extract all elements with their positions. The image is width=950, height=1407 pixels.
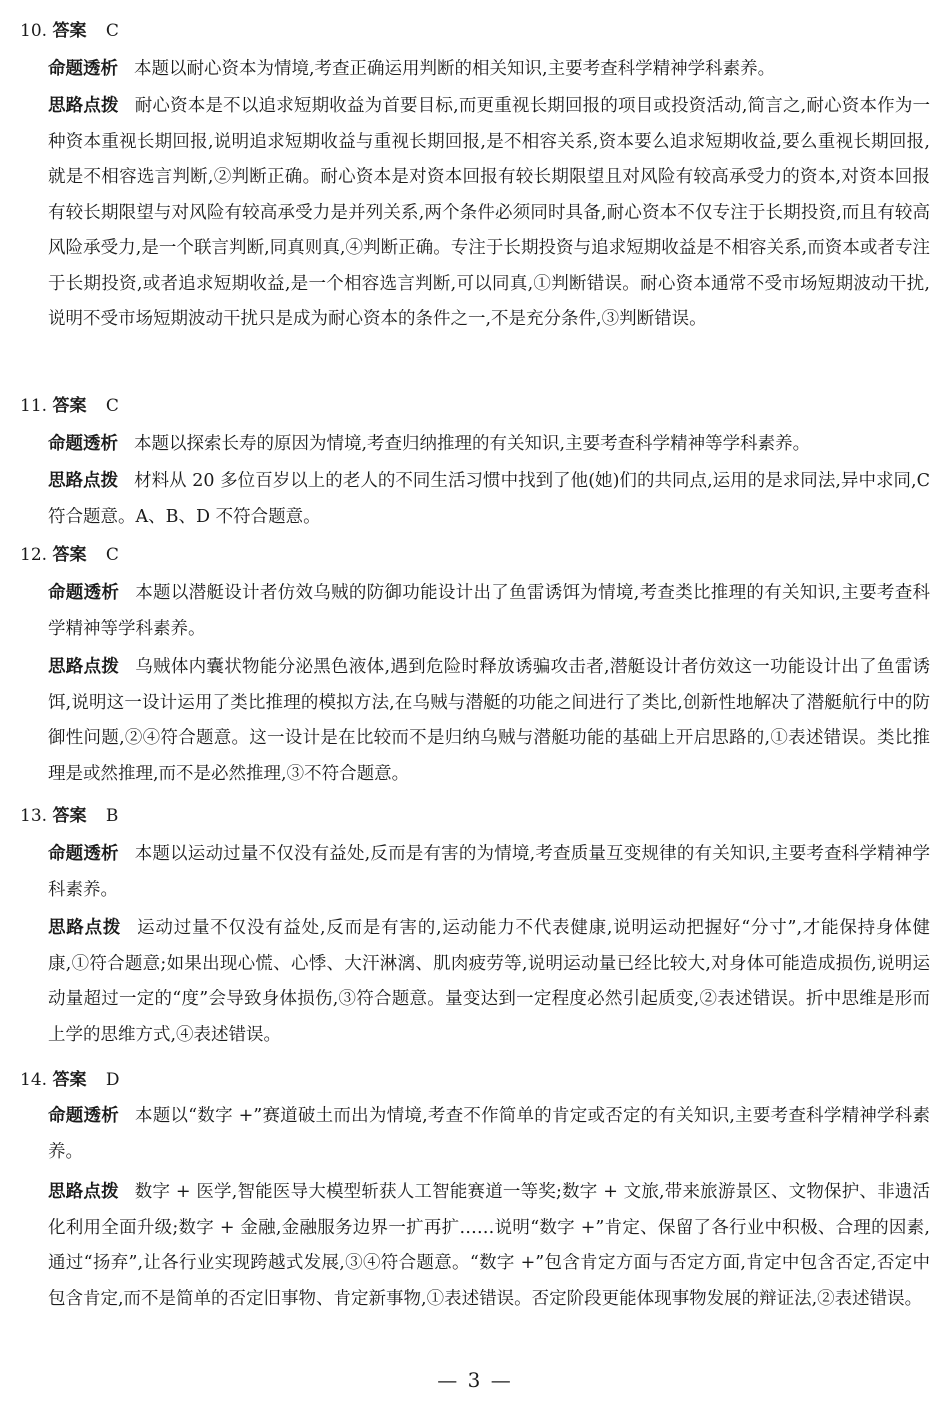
analysis-label: 命题透析 — [48, 583, 120, 603]
reasoning-label: 思路点拨 — [48, 96, 119, 116]
question-10-analysis — [48, 52, 930, 88]
question-11-header — [20, 396, 119, 416]
answer-label: 答案 — [52, 396, 87, 416]
reasoning-text: 材料从 20 多位百岁以上的老人的不同生活习惯中找到了他(她)们的共同点,运用的是求同法,异中求同,C 符合题意。A、B、D 不符合题意。 — [48, 471, 930, 527]
question-14-analysis — [48, 1099, 930, 1170]
reasoning-label: 思路点拨 — [48, 657, 120, 677]
analysis-text: 本题以“数字 +”赛道破土而出为情境,考查不作简单的肯定或否定的有关知识,主要考查科学精神学科素养。 — [48, 1106, 931, 1162]
answer-value: C — [105, 21, 119, 41]
reasoning-label: 思路点拨 — [48, 918, 122, 938]
question-10-reasoning — [48, 89, 930, 338]
reasoning-text: 乌贼体内囊状物能分泌黑色液体,遇到危险时释放诱骗攻击者,潜艇设计者仿效这一功能设计出了鱼雷诱饵,说明这一设计运用了类比推理的模拟方法,在乌贼与潜艇的功能之间进行了类比,创新性地解决了潜艇航行中的防御性问题,②④符合题意。这一设计是在比较而不是归纳乌贼与潜艇功能的基础上开启思路的,①表述错误。类比推理是或然推理,而不是必然推理,③不符合题意。 — [48, 657, 931, 784]
question-13-reasoning — [48, 911, 930, 1053]
page-number: — 3 — — [437, 1368, 513, 1392]
reasoning-label: 思路点拨 — [48, 1182, 119, 1202]
analysis-text: 本题以运动过量不仅没有益处,反而是有害的为情境,考查质量互变规律的有关知识,主要考查科学精神学科素养。 — [48, 844, 931, 900]
question-11-analysis — [48, 427, 930, 463]
answer-label: 答案 — [52, 806, 87, 826]
question-12-analysis — [48, 576, 930, 647]
reasoning-label: 思路点拨 — [48, 471, 119, 491]
answer-value: C — [105, 396, 119, 416]
question-14-header — [20, 1070, 120, 1090]
question-14-reasoning — [48, 1175, 930, 1317]
analysis-label: 命题透析 — [48, 1106, 119, 1126]
question-13-header — [20, 806, 118, 826]
question-number: 11. — [20, 396, 48, 416]
reasoning-text: 运动过量不仅没有益处,反而是有害的,运动能力不代表健康,说明运动把握好“分寸”,才能保持身体健康,①符合题意;如果出现心慌、心悸、大汗淋漓、肌肉疲劳等,说明运动量已经比较大,对身体可能造成损伤,说明运动量超过一定的“度”会导致身体损伤,③符合题意。量变达到一定程度必然引起质变,②表述错误。折中思维是形而上学的思维方式,④表述错误。 — [48, 918, 930, 1045]
question-10-header — [20, 21, 119, 41]
answer-label: 答案 — [52, 21, 87, 41]
answer-label: 答案 — [52, 1070, 87, 1090]
answer-value: D — [105, 1070, 120, 1090]
answer-value: B — [105, 806, 119, 826]
question-number: 13. — [20, 806, 48, 826]
analysis-label: 命题透析 — [48, 844, 119, 864]
question-13-analysis — [48, 837, 930, 908]
answer-label: 答案 — [52, 545, 87, 565]
question-12-header — [20, 545, 119, 565]
question-number: 14. — [20, 1070, 48, 1090]
question-number: 12. — [20, 545, 48, 565]
reasoning-text: 数字 + 医学,智能医导大模型斩获人工智能赛道一等奖;数字 + 文旅,带来旅游景区、文物保护、非遗活化利用全面升级;数字 + 金融,金融服务边界一扩再扩……说明“数字 +”肯定、保留了各行业中积极、合理的因素,通过“扬弃”,让各行业实现跨越式发展,③④符合题意。“数字 +”包含肯定方面与否定方面,肯定中包含否定,否定中包含肯定,而不是简单的否定旧事物、肯定新事物,①表述错误。否定阶段更能体现事物发展的辩证法,②表述错误。 — [48, 1182, 930, 1309]
question-number: 10. — [20, 21, 48, 41]
question-11-reasoning — [48, 464, 930, 535]
answer-value: C — [105, 545, 119, 565]
analysis-label: 命题透析 — [48, 434, 118, 454]
question-12-reasoning — [48, 650, 930, 792]
analysis-text: 本题以潜艇设计者仿效乌贼的防御功能设计出了鱼雷诱饵为情境,考查类比推理的有关知识,主要考查科学精神等学科素养。 — [48, 583, 931, 639]
analysis-text: 本题以耐心资本为情境,考查正确运用判断的相关知识,主要考查科学精神学科素养。 — [134, 59, 776, 79]
reasoning-text: 耐心资本是不以追求短期收益为首要目标,而更重视长期回报的项目或投资活动,简言之,耐心资本作为一种资本重视长期回报,说明追求短期收益与重视长期回报,是不相容关系,资本要么追求短期收益,要么重视长期回报,就是不相容选言判断,②判断正确。耐心资本是对资本回报有较长期限望且对风险有较高承受力的资本,对资本回报有较长期限望与对风险有较高承受力是并列关系,两个条件必须同时具备,耐心资本不仅专注于长期投资,而且有较高风险承受力,是一个联言判断,同真则真,④判断正确。专注于长期投资与追求短期收益是不相容关系,而资本或者专注于长期投资,或者追求短期收益,是一个相容选言判断,可以同真,①判断错误。耐心资本通常不受市场短期波动干扰,说明不受市场短期波动干扰只是成为耐心资本的条件之一,不是充分条件,③判断错误。 — [48, 96, 931, 329]
analysis-text: 本题以探索长寿的原因为情境,考查归纳推理的有关知识,主要考查科学精神等学科素养。 — [134, 434, 811, 454]
analysis-label: 命题透析 — [48, 59, 118, 79]
